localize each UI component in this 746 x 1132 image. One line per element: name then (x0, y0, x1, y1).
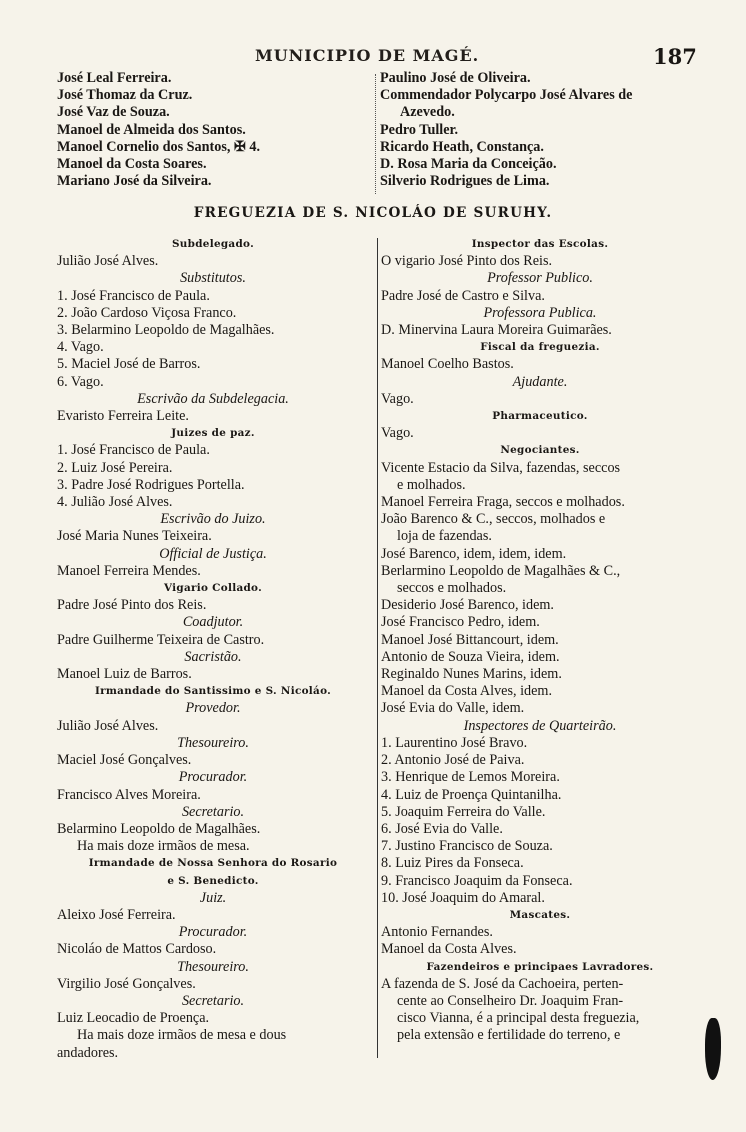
entry: 5. Joaquim Ferreira do Valle. (381, 803, 546, 820)
entry: José Maria Nunes Teixeira. (57, 528, 212, 545)
list-item: José Vaz de Souza. (57, 104, 170, 121)
note: Ha mais doze irmãos de mesa e dous (77, 1027, 287, 1044)
subheading: Sacristão. (184, 648, 242, 665)
column-divider (377, 238, 378, 1058)
paragraph-line: cente ao Conselheiro Dr. Joaquim Fran- (397, 992, 624, 1009)
merchant-entry: Desiderio José Barenco, idem. (381, 597, 554, 614)
subheading: Professor Publico. (487, 270, 593, 287)
merchant-entry: João Barenco & C., seccos, molhados e (381, 511, 606, 528)
list-item: Manoel da Costa Soares. (57, 156, 207, 173)
entry: Padre Guilherme Teixeira de Castro. (57, 631, 265, 648)
entry: 7. Justino Francisco de Souza. (381, 838, 553, 855)
entry: Manoel Luiz de Barros. (57, 666, 192, 683)
heading: Juizes de paz. (171, 427, 255, 440)
entry: Manoel Coelho Bastos. (381, 356, 514, 373)
entry: 2. João Cardoso Viçosa Franco. (57, 304, 237, 321)
entry: 1. Laurentino José Bravo. (381, 734, 528, 751)
subheading: Substitutos. (180, 270, 246, 287)
merchant-entry-cont: seccos e molhados. (397, 580, 507, 597)
entry: 9. Francisco Joaquim da Fonseca. (381, 872, 573, 889)
merchant-entry: José Evia do Valle, idem. (381, 700, 525, 717)
entry: 4. Luiz de Proença Quintanilha. (381, 786, 562, 803)
right-column (381, 236, 699, 1045)
entry: Francisco Alves Moreira. (57, 786, 201, 803)
running-title: MUNICIPIO DE MAGÉ. (255, 46, 480, 65)
list-item: Ricardo Heath, Constança. (380, 138, 544, 155)
entry: Virgilio José Gonçalves. (57, 975, 196, 992)
page-number: 187 (653, 44, 697, 69)
merchant-entry: Manoel da Costa Alves, idem. (381, 683, 553, 700)
paragraph-line: cisco Vianna, é a principal desta freguezia, (397, 1010, 640, 1027)
entry: Manoel Ferreira Mendes. (57, 562, 201, 579)
heading: e S. Benedicto. (167, 874, 259, 887)
heading: Pharmaceutico. (492, 410, 588, 423)
entry: Vago. (381, 390, 414, 407)
entry: Antonio Fernandes. (381, 924, 493, 941)
subheading: Ajudante. (512, 373, 568, 390)
paragraph-line: A fazenda de S. José da Cachoeira, perten- (381, 975, 624, 992)
subheading: Procurador. (178, 769, 248, 786)
list-item: D. Rosa Maria da Conceição. (380, 156, 557, 173)
merchant-entry: Vicente Estacio da Silva, fazendas, seccos (381, 459, 621, 476)
merchant-entry-cont: e molhados. (397, 476, 466, 493)
entry: 3. Padre José Rodrigues Portella. (57, 476, 245, 493)
entry: 6. Vago. (57, 373, 104, 390)
entry: Manoel da Costa Alves. (381, 941, 517, 958)
entry: 2. Antonio José de Paiva. (381, 752, 525, 769)
entry: 6. José Evia do Valle. (381, 820, 503, 837)
heading: Fazendeiros e principaes Lavradores. (426, 960, 654, 973)
entry: 2. Luiz José Pereira. (57, 459, 173, 476)
heading: Negociantes. (500, 444, 580, 457)
list-item: José Thomaz da Cruz. (57, 87, 193, 104)
entry: 3. Belarmino Leopoldo de Magalhães. (57, 322, 275, 339)
subheading: Juiz. (199, 889, 227, 906)
entry: 4. Vago. (57, 339, 104, 356)
subheading: Official de Justiça. (159, 545, 267, 562)
entry: Nicoláo de Mattos Cardoso. (57, 941, 217, 958)
entry: 1. José Francisco de Paula. (57, 287, 210, 304)
heading: Mascates. (509, 908, 571, 921)
heading: Fiscal da freguezia. (480, 341, 600, 354)
heading: Irmandade do Santissimo e S. Nicoláo. (94, 685, 332, 698)
list-item: Paulino José de Oliveira. (380, 70, 531, 86)
entry: Padre José de Castro e Silva. (381, 287, 545, 304)
list-item: Commendador Polycarpo José Alvares de (380, 87, 633, 104)
ink-blot (705, 1018, 721, 1080)
subheading: Escrivão da Subdelegacia. (137, 390, 289, 407)
entry: Aleixo José Ferreira. (57, 906, 176, 923)
entry: Julião José Alves. (57, 253, 159, 270)
merchant-entry: Reginaldo Nunes Marins, idem. (381, 666, 562, 683)
merchant-entry: Antonio de Souza Vieira, idem. (381, 648, 560, 665)
entry: 1. José Francisco de Paula. (57, 442, 210, 459)
subheading: Secretario. (181, 992, 245, 1009)
entry: Belarmino Leopoldo de Magalhães. (57, 820, 261, 837)
entry: 3. Henrique de Lemos Moreira. (381, 769, 560, 786)
entry: Luiz Leocadio de Proença. (57, 1010, 210, 1027)
merchant-entry: José Francisco Pedro, idem. (381, 614, 540, 631)
list-item: Pedro Tuller. (380, 121, 459, 138)
heading: Subdelegado. (172, 238, 254, 250)
merchant-entry: Manoel José Bittancourt, idem. (381, 631, 559, 648)
subheading: Procurador. (178, 924, 248, 941)
subheading: Inspectores de Quarteirão. (463, 717, 617, 734)
list-item: Silverio Rodrigues de Lima. (380, 173, 550, 190)
heading: Vigario Collado. (163, 582, 263, 595)
list-item: Manoel de Almeida dos Santos. (57, 121, 246, 138)
column-divider (375, 74, 376, 194)
subheading: Coadjutor. (182, 614, 244, 631)
subheading: Professora Publica. (483, 304, 597, 321)
subheading: Secretario. (181, 803, 245, 820)
entry: 5. Maciel José de Barros. (57, 356, 201, 373)
heading: Inspector das Escolas. (471, 238, 609, 250)
merchant-entry: Berlarmino Leopoldo de Magalhães & C., (381, 562, 621, 579)
entry: Padre José Pinto dos Reis. (57, 597, 207, 614)
merchant-entry: Manoel Ferreira Fraga, seccos e molhados. (381, 494, 625, 511)
entry: O vigario José Pinto dos Reis. (381, 253, 553, 270)
entry: Evaristo Ferreira Leite. (57, 408, 189, 425)
entry: Julião José Alves. (57, 717, 159, 734)
section-title: FREGUEZIA DE S. NICOLÁO DE SURUHY. (193, 205, 553, 221)
subheading: Provedor. (185, 700, 241, 717)
note: Ha mais doze irmãos de mesa. (77, 838, 250, 855)
entry: 8. Luiz Pires da Fonseca. (381, 855, 524, 872)
paragraph-line: pela extensão e fertilidade do terreno, e (397, 1027, 621, 1044)
top-left-list (57, 70, 372, 190)
left-column (57, 236, 369, 1062)
entry: Vago. (381, 425, 414, 442)
top-right-list (380, 70, 700, 190)
entry: D. Minervina Laura Moreira Guimarães. (381, 322, 612, 339)
running-head (0, 44, 746, 70)
list-item: José Leal Ferreira. (57, 70, 172, 86)
heading: Irmandade de Nossa Senhora do Rosario (88, 857, 338, 870)
subheading: Escrivão do Juizo. (160, 511, 266, 528)
subheading: Thesoureiro. (177, 958, 249, 975)
entry: 10. José Joaquim do Amaral. (381, 889, 545, 906)
entry: 4. Julião José Alves. (57, 494, 173, 511)
note: andadores. (57, 1044, 119, 1061)
list-item: Azevedo. (400, 104, 455, 121)
merchant-entry-cont: loja de fazendas. (397, 528, 492, 545)
subheading: Thesoureiro. (177, 734, 249, 751)
entry: Maciel José Gonçalves. (57, 752, 192, 769)
list-item: Mariano José da Silveira. (57, 173, 212, 190)
list-item: Manoel Cornelio dos Santos, ✠ 4. (57, 138, 261, 155)
merchant-entry: José Barenco, idem, idem, idem. (381, 545, 567, 562)
